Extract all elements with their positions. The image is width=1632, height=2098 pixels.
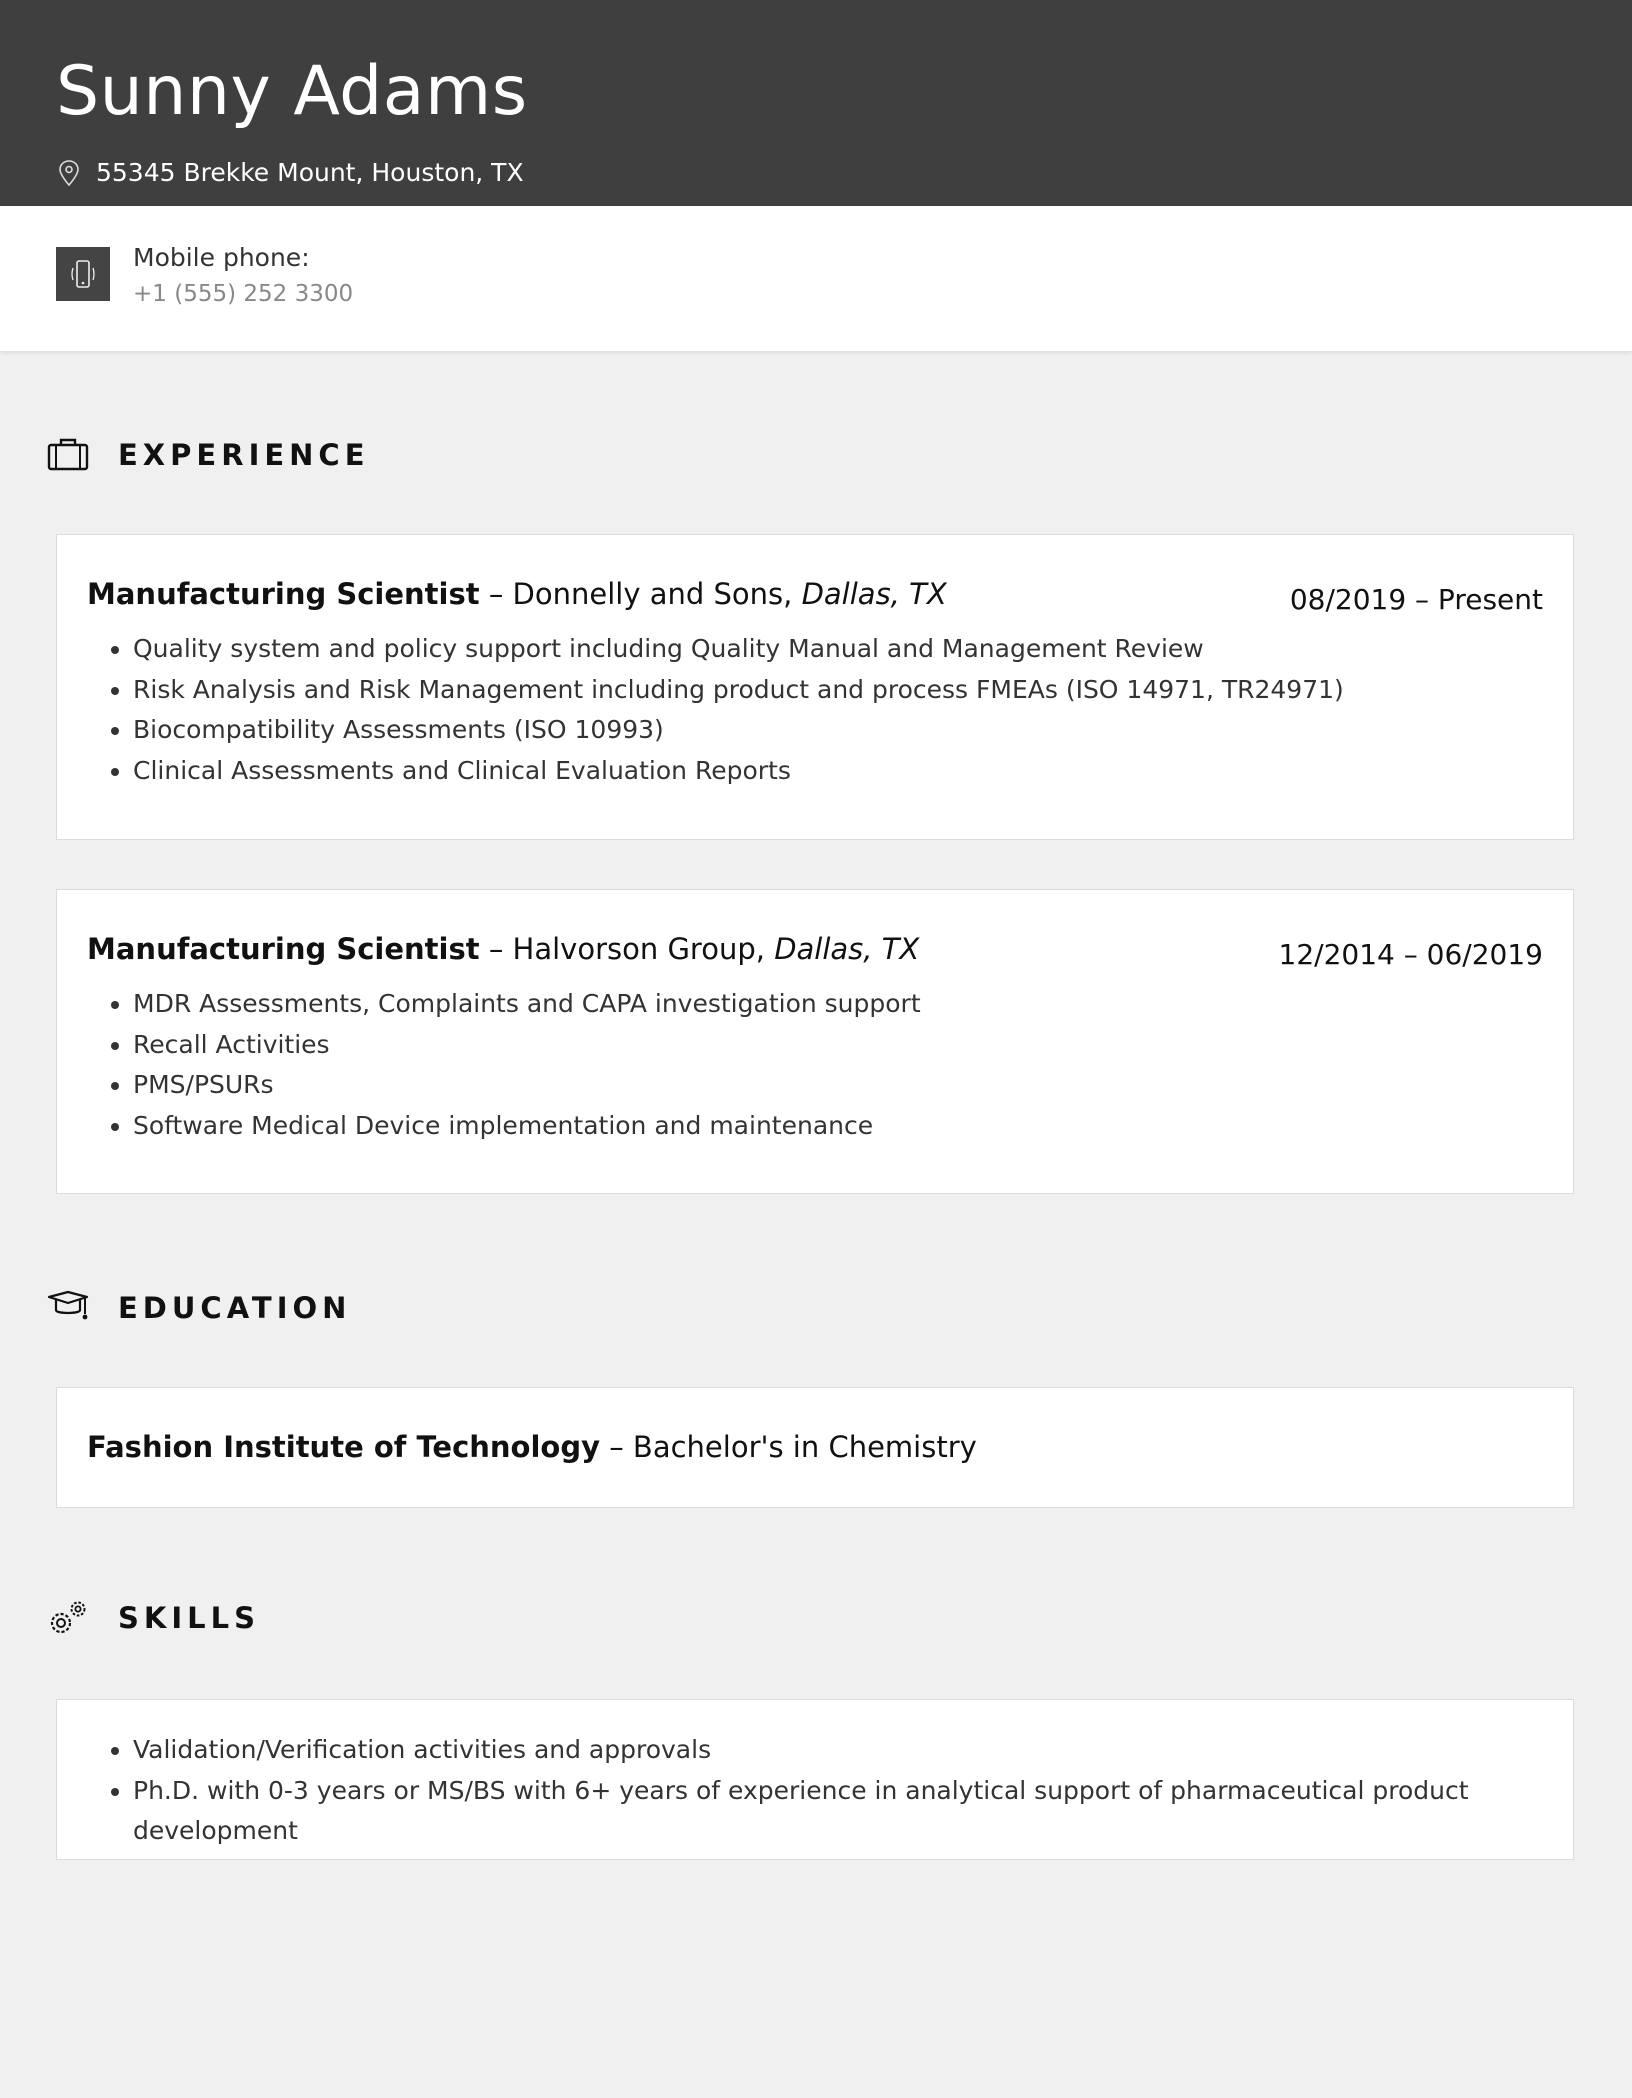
gears-icon [46,1598,90,1638]
experience-card-2 [56,889,1574,1194]
list-item: • PMS/PSURs [133,1065,921,1106]
list-item: • Biocompatibility Assessments (ISO 10993) [133,710,1344,751]
briefcase-icon [46,435,90,475]
list-item: • Validation/Verification activities and approvals [133,1730,1573,1771]
experience-title: EXPERIENCE [118,438,370,472]
experience-card-1 [56,534,1574,840]
list-item: • Clinical Assessments and Clinical Evaluation Reports [133,751,1344,792]
education-card [56,1387,1574,1508]
skills-list [105,1730,1573,1852]
job-dates: 08/2019 – Present [1289,583,1543,616]
list-item: • MDR Assessments, Complaints and CAPA investigation support [133,984,921,1025]
address-row [58,158,524,187]
contact-bar [0,206,1632,351]
education-title: EDUCATION [118,1291,352,1325]
list-item: • Risk Analysis and Risk Management including product and process FMEAs (ISO 14971, TR24971) [133,670,1344,711]
candidate-name: Sunny Adams [56,52,528,131]
phone-value: +1 (555) 252 3300 [133,281,354,307]
job-title: Manufacturing Scientist [87,577,480,611]
job-location: Dallas, TX [801,577,947,611]
mobile-phone-icon [56,247,110,301]
job-location: Dallas, TX [774,932,920,966]
job-company: – Halvorson Group, [479,932,775,966]
address-text: 55345 Brekke Mount, Houston, TX [96,158,524,187]
education-entry [87,1430,977,1464]
job-bullets [105,984,921,1146]
location-pin-icon [58,159,80,187]
skills-section-header [46,1598,260,1638]
job-bullets [105,629,1344,791]
school-name: Fashion Institute of Technology [87,1430,600,1464]
skills-card [56,1699,1574,1860]
list-item: • Quality system and policy support including Quality Manual and Management Review [133,629,1344,670]
phone-label: Mobile phone: [133,243,310,272]
degree: – Bachelor's in Chemistry [600,1430,977,1464]
graduation-cap-icon [46,1288,90,1328]
job-heading [87,577,947,611]
job-company: – Donnelly and Sons, [479,577,802,611]
list-item: • Recall Activities [133,1025,921,1066]
education-section-header [46,1288,351,1328]
job-dates: 12/2014 – 06/2019 [1278,938,1543,971]
job-heading [87,932,919,966]
skills-title: SKILLS [118,1601,260,1635]
resume-header [0,0,1632,206]
list-item: • Software Medical Device implementation and maintenance [133,1106,921,1147]
experience-section-header [46,435,370,475]
list-item: • Ph.D. with 0-3 years or MS/BS with 6+ years of experience in analytical support of pharmaceutical product development [133,1771,1573,1852]
job-title: Manufacturing Scientist [87,932,480,966]
